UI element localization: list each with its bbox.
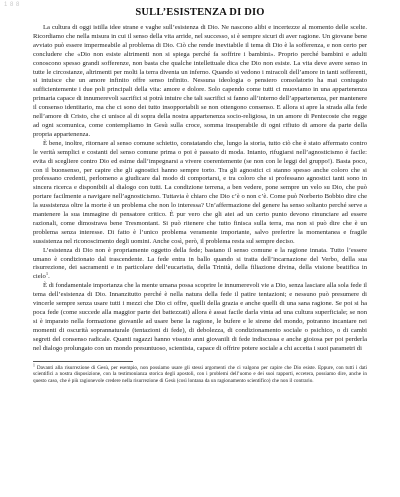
footnote-text: Davanti alla risurrezione di Gesù, per esempio, non possiamo usare gli stessi argomenti che ci valgono per capire che Dio esiste. Eppure, con tutti i dati scientifici a nostra disposizione, con la testimonianza storica degli apostoli, con i problemi dell’uomo e dei suoi rapporti, eccetera, possiamo dire, anche in questo caso, che è più ragionevole credere nella risurrezione di Gesù (così lontana da un ragionamento scientifico) che non il contrario. [33,364,367,384]
footnote-number: 1 [33,362,35,367]
footnote-reference[interactable]: 1 [45,271,49,277]
paragraph-3-text: L’esistenza di Dio non è propriamente oggetto della fede; bastano il senso comune e la ragione innata. Tutto l’essere umano è condizionato dal trascendente. La fede entra in ballo quando si tratta dell’incarnazione del Verbo, della sua risurrezione, dei sacramenti e in particolare dell’eucaristia, della Trinità, della filiazione divina, della visione beatifica in cielo [33,246,367,281]
paragraph-2: È bene, inoltre, ritornare al senso comune schietto, constatando che, lungo la storia, tutto ciò che è stato affermato contro le verità semplici e costanti del senso comune prima o poi è passato di moda. Intanto, rifugiarsi nell’agnosticismo è facile: evita di scegliere contro Dio ed esime dall’impegnarsi a vivere coerentemente (se non con le leggi del gruppo!). Basta poco, con il buonsenso, per capire che gli agnostici hanno sempre torto. Tra gli agnostici ci stanno spesso anche coloro che si professano credenti, perlomeno a giudicare dal modo di comportarsi, e tra coloro che si professano agnostici tanti sono in sincera ricerca e disponibili al dialogo con tutti. La condizione terrena, a ben vedere, pone sempre un velo su Dio, che può portare facilmente a navigare nell’agnosticismo. Tuttavia è chiaro che Dio c’è o non c’è. Come può Norberto Bobbio dire che la sussistenza oltre la morte è un problema che non lo interessa? Un’affermazione del genere ha senso soltanto perché serve a mantenere la sua immagine di pensatore critico. È pur vero che gli atei ad un certo punto devono rinunciare ad essere razionali, come dimostrava bene Tresmontant. Si può ritenere che tutto finisca sulla terra, ma non si può dire che è un problema senza interesse. Di fatto è l’unico problema veramente importante, salvo preferire la momentanea e fragile sussistenza nel riconoscimento degli uomini. Anche così, però, il problema resta sul sempre deciso. [33,139,367,245]
document-page [33,6,367,384]
footnote-divider [33,361,133,362]
page-title: SULL’ESISTENZA DI DIO [135,7,265,18]
footnote [33,362,367,385]
paragraph-3 [33,247,367,283]
paragraph-4: È di fondamentale importanza che la mente umana possa scoprire le innumerevoli vie a Dio, senza lasciare alla sola fede il tema dell’esistenza di Dio. Innanzitutto perché è nella natura della fede il patire tentazioni; e nessuno può presumere di vincerle sempre senza usare tutti i mezzi che Dio ci offre, quelli della grazia e anche quelli di una sana ragione. Se poi si ha poca fede (come succede alla maggior parte dei battezzati) allora è assai facile darla vinta ad una cultura superficiale; se non si è imparato nella formazione giovanile ad usare bene la ragione, le bufere e le sirene del mondo, potranno incantare nei momenti di oscurità soprannaturale (tentazioni di fede), di debolezza, di condizionamento sociale o psichico, o di cambi segreti del consenso radicale. Quanti ragazzi hanno vissuto anni giovanili di fede indiscussa e anche gioiosa per poi perderla nel dialogo prolungato con un mondo presuntuoso, scientista, capace di offrire potere sociale a chi accetta i suoi parametri di [33,282,367,352]
paragraph-3-end: . [48,273,50,281]
paragraph-1: La cultura di oggi istilla idee strane e vaghe sull’esistenza di Dio. Ne nascono alibi e incertezze al momento delle scelte. Ricordiamo che nella misura in cui il senso della vita arride, nel successo, si è sempre sicuri di aver ragione. Un giovane bene avviato può essere impermeabile al problema di Dio. Ciò che rende inevitabile il tema di Dio è la sofferenza, e non certo per concludere che «Dio non esiste altrimenti non si spiega perché fa soffrire i bambini». Proprio perché bambini e adulti conoscono spesso grandi sofferenze, non basta che qualche intellettuale dica che Dio non esiste. La vita deve avere senso in tutte le circostanze, altrimenti per molti la terra diventa un inferno. Quando si vedono i miracoli dell’amore in tanti sofferenti, si intuisce che un amore infinito offre senso infinito. Nessuna ideologia o pensiero consolatorio ha mai coniugato sufficientemente i due poli principali della vita: amore e dolore. Solo capendo come tutti ci muoviamo in una appartenenza primaria capace di innumerevoli sacrifici si potrà intuire che tali sacrifici si fanno all’interno dell’appartenenza, per mantenere il consenso identitario, ma che ci sono dei tutto insopportabili se non ottengono consenso. E allora si apre la strada alla fede nell’amore di Cristo, che ci unisce al di sopra della nostra appartenenza socio-religiosa, in un amore di Pentecoste che regge ad ogni scomunica, come contempliamo in Gesù sulla croce, somma insuperabile di ogni rifiuto di amore da parte della propria appartenenza. [33,24,367,138]
page-number: 1 8 8 [4,2,20,8]
